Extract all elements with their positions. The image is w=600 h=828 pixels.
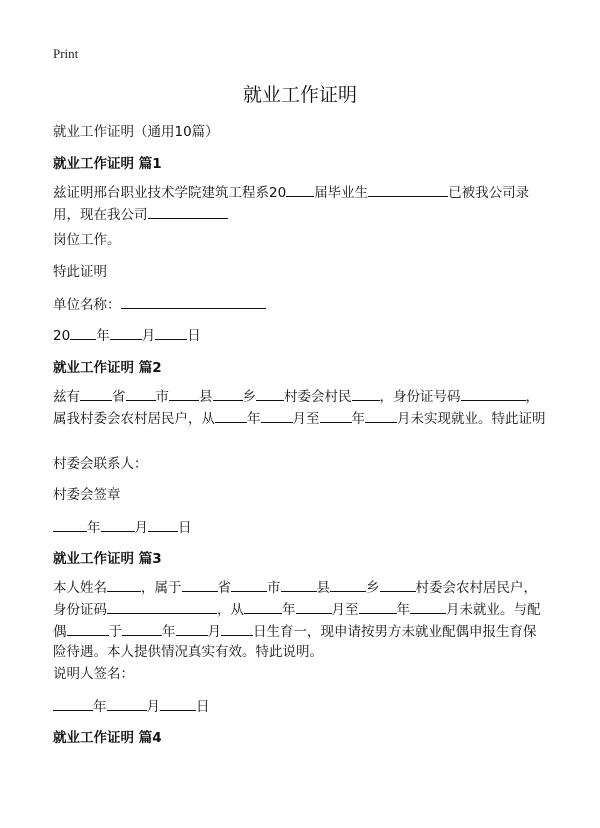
section-1-date: 20 年 月 日 [53,324,548,346]
blank-line [286,181,314,197]
document-subtitle: 就业工作证明（通用10篇） [53,124,219,140]
section-1-paragraph: 兹证明邢台职业技术学院建筑工程系20 届毕业生 已被我公司录用，现在我公司 [53,181,548,225]
blank-line [352,385,380,401]
section-3-paragraph: 本人姓名 ，属于 省 市 县 乡 村委会农村居民户，身份证码 ，从 年 月至 年 月未就业。与配偶 于 年 月 日生育一，现申请按男方未就业配偶申报生育保险待遇。本人提供情况真实有效。特此说明。 [53,576,548,662]
blank-line [261,407,293,423]
blank-line [70,324,96,340]
section-2-seal: 村委会签章 [53,487,121,503]
blank-line [155,324,187,340]
blank-line [231,576,267,592]
section-2-contact: 村委会联系人： [53,456,148,472]
blank-line [122,620,162,636]
blank-line [213,385,243,401]
blank-line [359,598,397,614]
blank-line [215,407,247,423]
blank-line [365,407,397,423]
section-3-signature: 说明人签名： [53,666,134,682]
blank-line [461,385,526,401]
blank-line [410,598,446,614]
blank-line [281,576,317,592]
blank-line [107,598,217,614]
blank-line [101,516,135,532]
blank-line [110,324,142,340]
print-link[interactable]: Print [53,46,79,61]
section-1-certify-text: 特此证明 [53,264,107,280]
blank-line [53,516,87,532]
blank-line [169,385,199,401]
blank-line [320,407,352,423]
blank-line [244,598,282,614]
blank-line [221,620,253,636]
blank-line [368,181,448,197]
section-heading-3: 就业工作证明 篇3 [53,551,162,567]
blank-line [53,695,93,711]
blank-line [107,576,141,592]
blank-line [160,695,196,711]
blank-line [121,293,266,309]
blank-line [380,576,416,592]
blank-line [67,620,109,636]
section-2-date: 年 月 日 [53,516,548,538]
blank-line [296,598,332,614]
blank-line [256,385,284,401]
blank-line [80,385,112,401]
section-heading-1: 就业工作证明 篇1 [53,156,162,172]
blank-line [176,620,208,636]
section-1-company-name: 单位名称： [53,293,548,315]
section-2-paragraph: 兹有 省 市 县 乡 村委会村民 ，身份证号码 ，属我村委会农村居民户，从 年 月至 年 月未实现就业。特此证明 [53,385,548,429]
blank-line [182,576,218,592]
blank-line [126,385,156,401]
section-3-date: 年 月 日 [53,695,548,717]
blank-line [330,576,366,592]
section-1-position-text: 岗位工作。 [53,232,121,248]
section-heading-2: 就业工作证明 篇2 [53,360,162,376]
document-title: 就业工作证明 [242,84,357,106]
blank-line [148,203,228,219]
blank-line [148,516,178,532]
blank-line [107,695,147,711]
section-heading-4: 就业工作证明 篇4 [53,730,162,746]
